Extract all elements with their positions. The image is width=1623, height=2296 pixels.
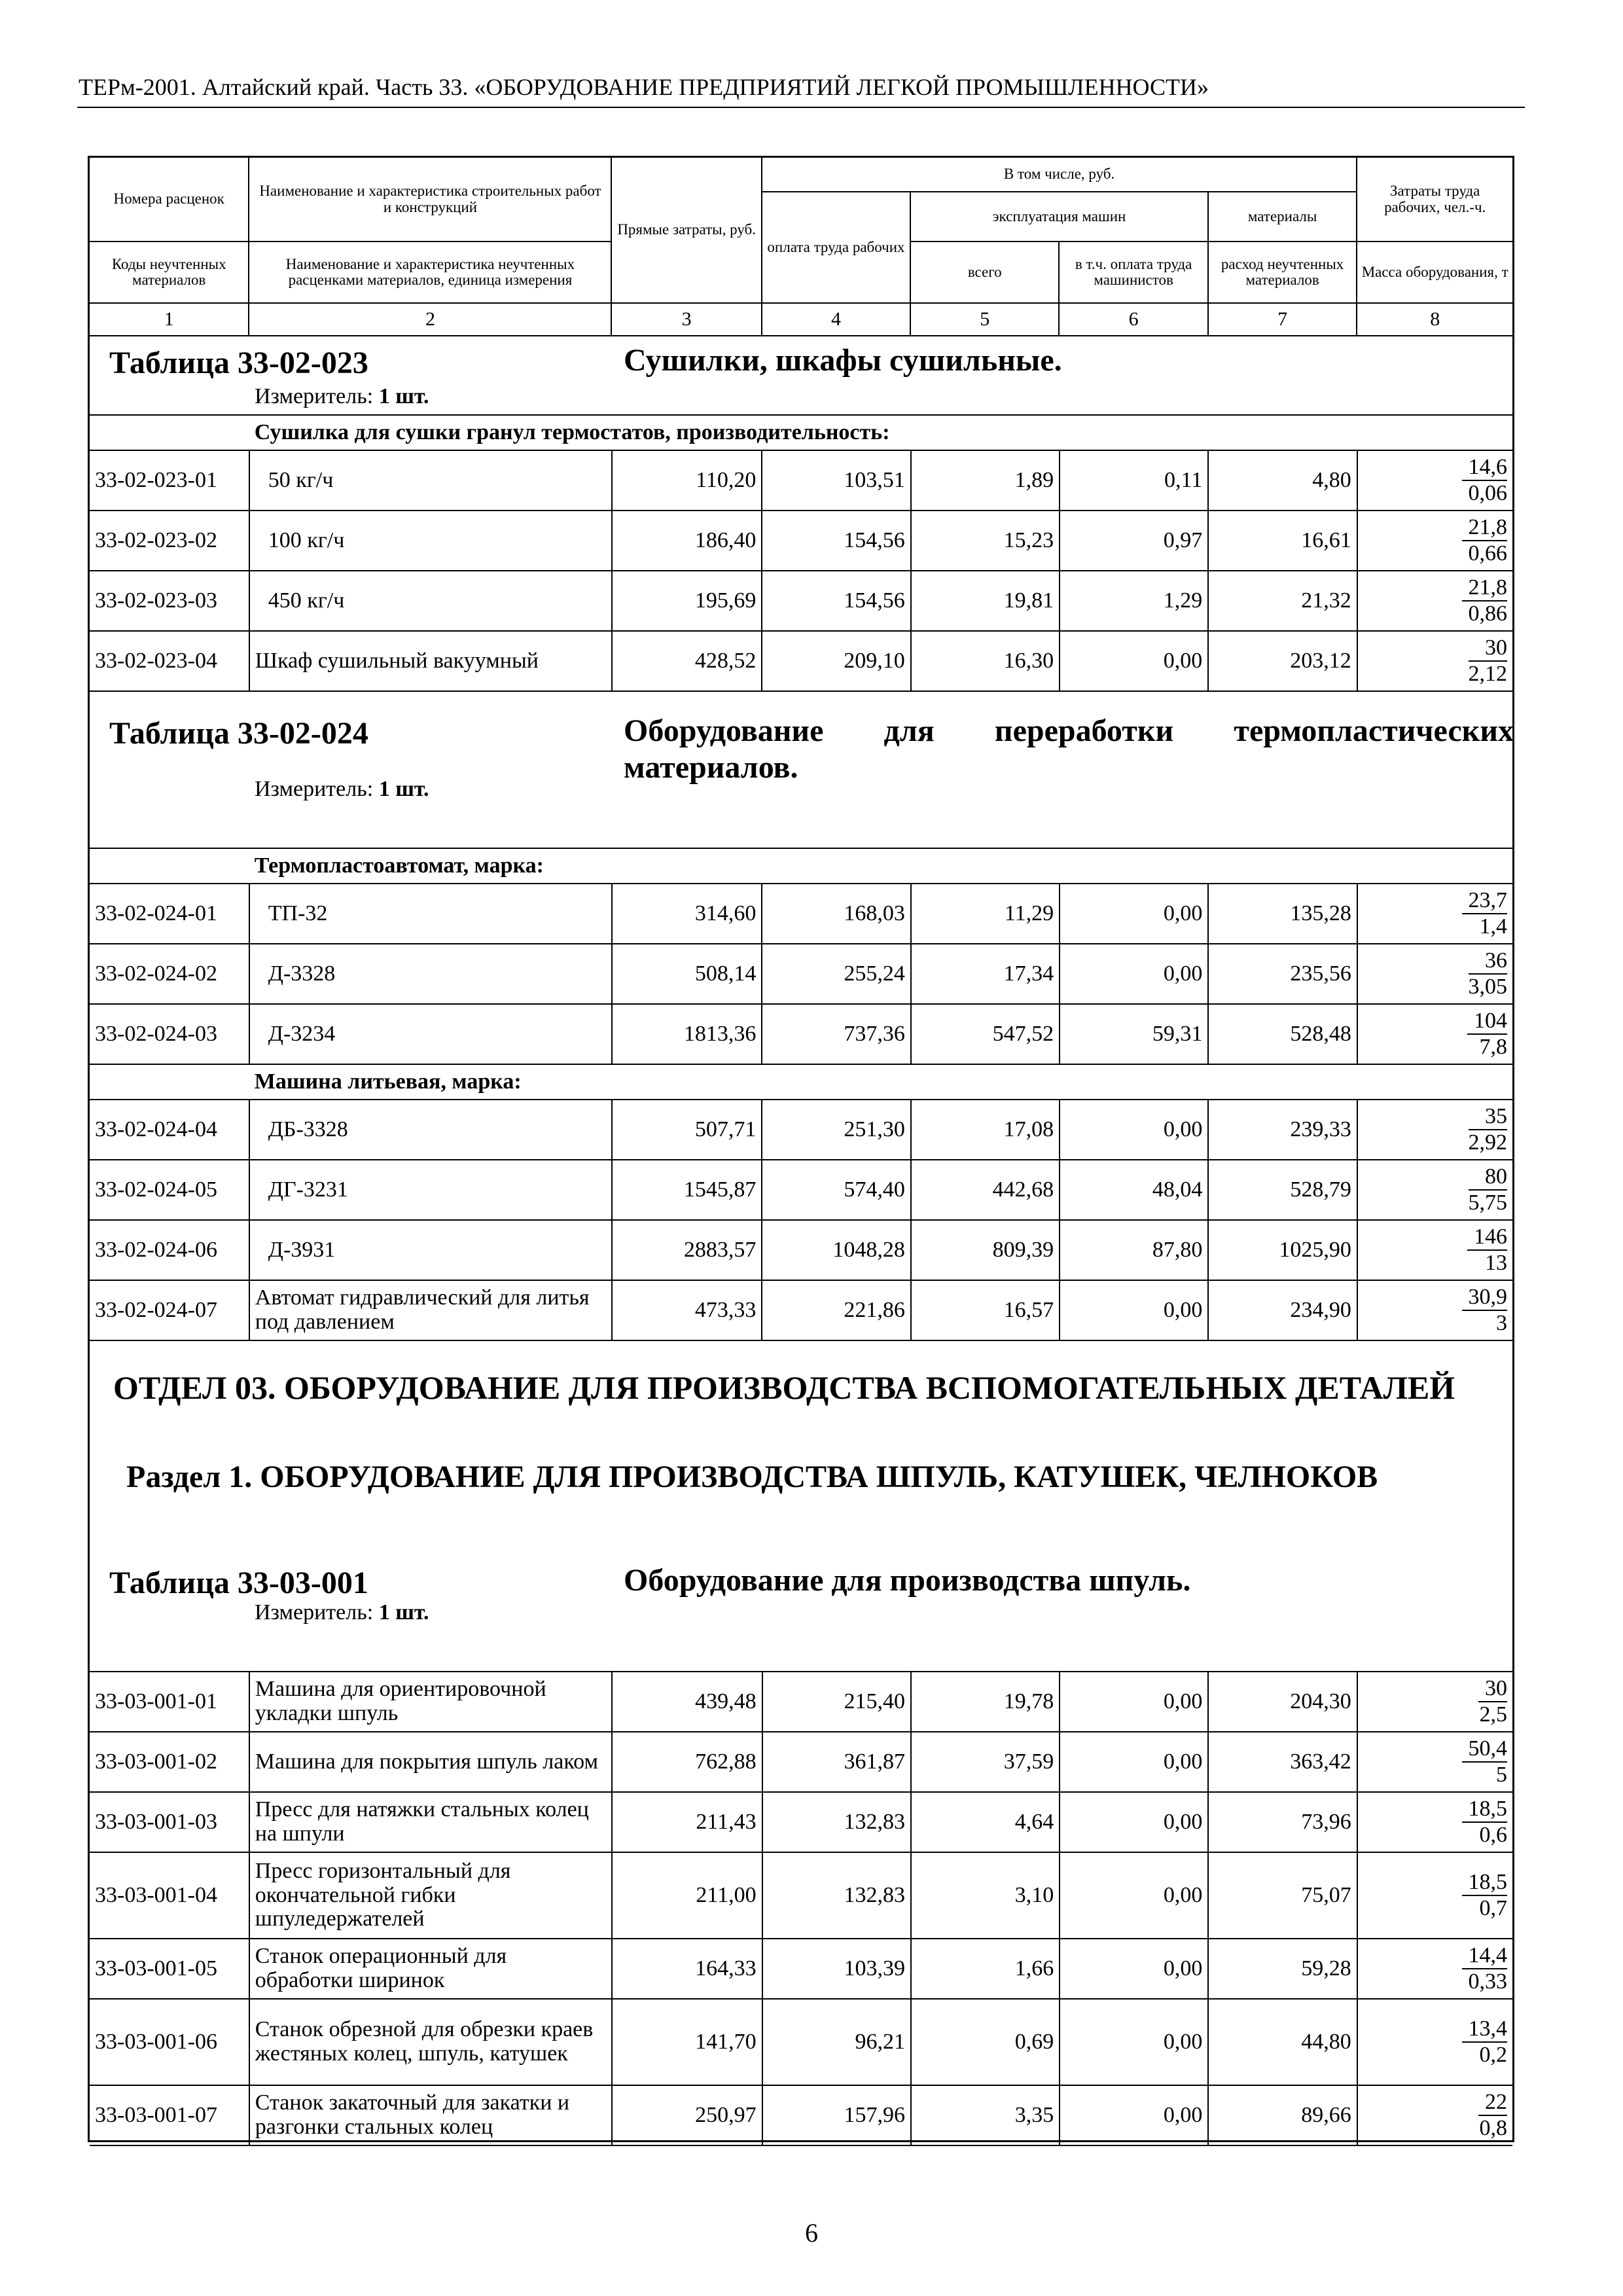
table-row — [90, 1220, 1512, 1280]
table-33-03-001-title — [90, 1563, 1512, 1624]
measure-label: Измеритель: — [255, 777, 374, 801]
equipment-mass: 0,8 — [1479, 2116, 1507, 2140]
running-header: ТЕРм-2001. Алтайский край. Часть 33. «ОБОРУДОВАНИЕ ПРЕДПРИЯТИЙ ЛЕГКОЙ ПРОМЫШЛЕННОСТИ» — [79, 74, 1209, 100]
col-number: 7 — [1208, 303, 1357, 336]
rate-code: 33-02-024-07 — [90, 1280, 249, 1340]
group-heading: Термопластоавтомат, марка: — [249, 848, 1512, 884]
measure-unit — [255, 1600, 429, 1625]
equipment-mass: 0,06 — [1468, 481, 1507, 505]
machines-labor: 0,00 — [1060, 1280, 1208, 1340]
col8-header-bottom: Масса оборудования, т — [1357, 242, 1512, 303]
page-number: 6 — [805, 2218, 818, 2248]
labor-mass-fraction — [1357, 1672, 1512, 1732]
direct-cost: 211,43 — [612, 1792, 762, 1852]
direct-cost: 1545,87 — [612, 1160, 762, 1220]
machines-total-header: всего — [910, 242, 1059, 303]
labor-hours: 22 — [1478, 2090, 1507, 2116]
table-row — [90, 1100, 1512, 1160]
rate-code: 33-02-023-01 — [90, 450, 249, 511]
rate-code: 33-02-024-01 — [90, 884, 249, 944]
rate-code: 33-02-023-02 — [90, 511, 249, 571]
rate-name: Пресс горизонтальный для окончательной гибки шпуледержателей — [249, 1852, 612, 1939]
labor-cost: 132,83 — [762, 1852, 911, 1939]
rate-code: 33-03-001-05 — [90, 1939, 249, 1999]
table-id: Таблица 33-03-001 — [109, 1566, 368, 1600]
rate-name: Станок операционный для обработки ширинок — [249, 1939, 612, 1999]
materials-header-bottom: расход неучтенных материалов — [1208, 242, 1357, 303]
materials-cost: 73,96 — [1208, 1792, 1357, 1852]
rate-code: 33-02-024-02 — [90, 944, 249, 1004]
rate-name: ДГ-3231 — [249, 1160, 612, 1220]
labor-hours: 13,4 — [1462, 2017, 1508, 2043]
labor-hours: 146 — [1467, 1225, 1507, 1251]
col-number: 4 — [762, 303, 910, 336]
machines-total: 3,10 — [911, 1852, 1060, 1939]
rate-code: 33-02-023-03 — [90, 571, 249, 631]
rate-name: Д-3234 — [249, 1004, 612, 1064]
equipment-mass: 5,75 — [1468, 1191, 1507, 1215]
machines-labor: 0,00 — [1060, 631, 1208, 691]
measure-value: 1 шт. — [378, 777, 429, 801]
machines-total: 19,81 — [911, 571, 1060, 631]
measure-unit — [255, 777, 429, 802]
machines-total: 17,34 — [911, 944, 1060, 1004]
machines-total: 547,52 — [911, 1004, 1060, 1064]
rate-name: Шкаф сушильный вакуумный — [249, 631, 612, 691]
machines-labor-header: в т.ч. оплата труда машинистов — [1059, 242, 1208, 303]
machines-labor: 0,97 — [1060, 511, 1208, 571]
machines-labor: 0,00 — [1060, 2085, 1208, 2145]
table-name: Сушилки, шкафы сушильные. — [624, 343, 1062, 378]
materials-cost: 234,90 — [1208, 1280, 1357, 1340]
machines-total: 19,78 — [911, 1672, 1060, 1732]
labor-mass-fraction — [1357, 631, 1512, 691]
rate-code: 33-03-001-01 — [90, 1672, 249, 1732]
labor-cost: 221,86 — [762, 1280, 910, 1340]
equipment-mass: 2,12 — [1468, 662, 1507, 686]
labor-hours: 21,8 — [1462, 515, 1508, 541]
materials-cost: 363,42 — [1208, 1732, 1357, 1792]
materials-cost: 239,33 — [1208, 1100, 1357, 1160]
table-33-02-024-rows — [90, 848, 1512, 1341]
labor-hours: 80 — [1469, 1164, 1508, 1191]
machines-total: 17,08 — [911, 1100, 1060, 1160]
machines-total: 442,68 — [911, 1160, 1060, 1220]
rate-code: 33-02-024-04 — [90, 1100, 249, 1160]
materials-cost: 59,28 — [1208, 1939, 1357, 1999]
labor-cost: 132,83 — [762, 1792, 911, 1852]
col-number: 1 — [90, 303, 249, 336]
col-number: 8 — [1357, 303, 1512, 336]
machines-total: 1,89 — [911, 450, 1060, 511]
rate-name: ДБ-3328 — [249, 1100, 612, 1160]
materials-cost: 16,61 — [1208, 511, 1357, 571]
labor-hours: 14,4 — [1462, 1943, 1508, 1969]
machines-total: 3,35 — [911, 2085, 1060, 2145]
machines-labor: 0,00 — [1060, 1732, 1208, 1792]
table-row — [90, 631, 1512, 691]
equipment-mass: 0,6 — [1479, 1823, 1507, 1847]
labor-mass-fraction — [1357, 884, 1512, 944]
machines-total: 15,23 — [911, 511, 1060, 571]
direct-cost: 186,40 — [612, 511, 762, 571]
labor-mass-fraction — [1357, 1280, 1512, 1340]
rates-sheet — [88, 156, 1514, 2142]
equipment-mass: 3,05 — [1468, 975, 1507, 999]
table-row — [90, 1792, 1512, 1852]
rate-code: 33-03-001-07 — [90, 2085, 249, 2145]
equipment-mass: 7,8 — [1479, 1035, 1507, 1059]
machines-labor: 0,00 — [1060, 1100, 1208, 1160]
machines-total: 11,29 — [911, 884, 1060, 944]
labor-cost: 96,21 — [762, 1999, 911, 2085]
rate-code: 33-02-024-06 — [90, 1220, 249, 1280]
table-row — [90, 450, 1512, 511]
table-row — [90, 1939, 1512, 1999]
direct-cost: 110,20 — [612, 450, 762, 511]
rate-name: 50 кг/ч — [249, 450, 612, 511]
machines-labor: 0,11 — [1060, 450, 1208, 511]
machines-labor: 0,00 — [1060, 884, 1208, 944]
materials-cost: 1025,90 — [1208, 1220, 1357, 1280]
table-row — [90, 1280, 1512, 1340]
measure-value: 1 шт. — [378, 1600, 429, 1624]
direct-cost: 507,71 — [612, 1100, 762, 1160]
labor-hours: 104 — [1467, 1009, 1507, 1035]
labor-cost: 215,40 — [762, 1672, 911, 1732]
direct-cost: 141,70 — [612, 1999, 762, 2085]
direct-cost: 508,14 — [612, 944, 762, 1004]
group-heading: Машина литьевая, марка: — [249, 1064, 1512, 1100]
labor-hours: 18,5 — [1462, 1870, 1508, 1896]
table-name: Оборудование для переработки термопластических материалов. — [624, 713, 1514, 785]
rate-name: Станок закаточный для закатки и разгонки стальных колец — [249, 2085, 612, 2145]
labor-cost: 361,87 — [762, 1732, 911, 1792]
group-heading: Сушилка для сушки гранул термостатов, производительность: — [249, 415, 1512, 450]
labor-cost: 1048,28 — [762, 1220, 910, 1280]
labor-mass-fraction — [1357, 571, 1512, 631]
machines-labor: 87,80 — [1060, 1220, 1208, 1280]
machines-labor: 0,00 — [1060, 1792, 1208, 1852]
labor-cost: 251,30 — [762, 1100, 910, 1160]
incl-header: В том числе, руб. — [762, 158, 1357, 192]
rate-name: ТП-32 — [249, 884, 612, 944]
rate-name: Станок обрезной для обрезки краев жестяных колец, шпуль, катушек — [249, 1999, 612, 2085]
col1-header-top: Номера расценок — [90, 158, 249, 242]
table-row — [90, 1852, 1512, 1939]
equipment-mass: 0,86 — [1468, 601, 1507, 626]
subsection-heading: Раздел 1. ОБОРУДОВАНИЕ ДЛЯ ПРОИЗВОДСТВА ШПУЛЬ, КАТУШЕК, ЧЕЛНОКОВ — [126, 1460, 1378, 1494]
machines-total: 16,30 — [911, 631, 1060, 691]
rate-code: 33-03-001-02 — [90, 1732, 249, 1792]
labor-cost: 154,56 — [762, 511, 910, 571]
equipment-mass: 0,33 — [1468, 1969, 1507, 1994]
materials-cost: 89,66 — [1208, 2085, 1357, 2145]
materials-cost: 235,56 — [1208, 944, 1357, 1004]
rate-name: Д-3328 — [249, 944, 612, 1004]
machines-total: 16,57 — [911, 1280, 1060, 1340]
labor-mass-fraction — [1357, 1939, 1512, 1999]
labor-hours: 30 — [1469, 636, 1508, 662]
equipment-mass: 5 — [1496, 1763, 1507, 1787]
materials-cost: 4,80 — [1208, 450, 1357, 511]
table-33-03-001-rows — [90, 1671, 1512, 2146]
labor-cost: 154,56 — [762, 571, 910, 631]
col-number: 5 — [910, 303, 1059, 336]
labor-mass-fraction — [1357, 1792, 1512, 1852]
labor-cost: 574,40 — [762, 1160, 910, 1220]
measure-value: 1 шт. — [378, 384, 429, 408]
direct-cost: 314,60 — [612, 884, 762, 944]
machines-labor: 1,29 — [1060, 571, 1208, 631]
equipment-mass: 0,66 — [1468, 541, 1507, 565]
rate-name: Автомат гидравлический для литья под давлением — [249, 1280, 612, 1340]
table-row — [90, 884, 1512, 944]
table-row — [90, 1732, 1512, 1792]
labor-hours: 21,8 — [1462, 575, 1508, 601]
rate-name: 450 кг/ч — [249, 571, 612, 631]
labor-mass-fraction — [1357, 1732, 1512, 1792]
machines-total: 809,39 — [911, 1220, 1060, 1280]
labor-hours: 14,6 — [1462, 455, 1508, 481]
labor-hours: 18,5 — [1462, 1797, 1508, 1823]
machines-labor: 59,31 — [1060, 1004, 1208, 1064]
machines-labor: 0,00 — [1060, 1939, 1208, 1999]
table-row — [90, 571, 1512, 631]
labor-mass-fraction — [1357, 1100, 1512, 1160]
rate-code: 33-02-024-05 — [90, 1160, 249, 1220]
rate-name: 100 кг/ч — [249, 511, 612, 571]
direct-cost: 164,33 — [612, 1939, 762, 1999]
rate-name: Машина для покрытия шпуль лаком — [249, 1732, 612, 1792]
table-row — [90, 511, 1512, 571]
rate-code: 33-03-001-03 — [90, 1792, 249, 1852]
labor-hours: 30 — [1478, 1676, 1507, 1702]
rate-name: Д-3931 — [249, 1220, 612, 1280]
labor-hours: 50,4 — [1462, 1736, 1508, 1763]
table-row — [90, 2085, 1512, 2145]
direct-cost: 1813,36 — [612, 1004, 762, 1064]
labor-mass-fraction — [1357, 2085, 1512, 2145]
measure-label: Измеритель: — [255, 1600, 374, 1624]
labor-mass-fraction — [1357, 1220, 1512, 1280]
header-rule — [77, 107, 1525, 108]
machines-total: 4,64 — [911, 1792, 1060, 1852]
materials-cost: 204,30 — [1208, 1672, 1357, 1732]
materials-cost: 21,32 — [1208, 571, 1357, 631]
labor-mass-fraction — [1357, 1004, 1512, 1064]
col2-header-bottom: Наименование и характеристика неучтенных расценками материалов, единица измерения — [249, 242, 611, 303]
machines-labor: 0,00 — [1060, 1999, 1208, 2085]
rate-name: Машина для ориентировочной укладки шпуль — [249, 1672, 612, 1732]
table-row — [90, 1004, 1512, 1064]
labor-cost: 168,03 — [762, 884, 910, 944]
table-row — [90, 1672, 1512, 1732]
materials-cost: 528,79 — [1208, 1160, 1357, 1220]
table-id: Таблица 33-02-023 — [109, 346, 368, 380]
col-number: 3 — [611, 303, 761, 336]
direct-cost: 250,97 — [612, 2085, 762, 2145]
table-row — [90, 1160, 1512, 1220]
measure-unit — [255, 384, 429, 409]
labor-cost: 157,96 — [762, 2085, 911, 2145]
labor-cost: 209,10 — [762, 631, 910, 691]
rate-code: 33-02-024-03 — [90, 1004, 249, 1064]
direct-cost: 439,48 — [612, 1672, 762, 1732]
labor-mass-fraction — [1357, 511, 1512, 571]
section-heading: ОТДЕЛ 03. ОБОРУДОВАНИЕ ДЛЯ ПРОИЗВОДСТВА ВСПОМОГАТЕЛЬНЫХ ДЕТАЛЕЙ — [113, 1369, 1455, 1406]
labor-cost: 255,24 — [762, 944, 910, 1004]
materials-cost: 44,80 — [1208, 1999, 1357, 2085]
labor-cost: 103,39 — [762, 1939, 911, 1999]
col1-header-bottom: Коды неучтенных материалов — [90, 242, 249, 303]
labor-hours: 30,9 — [1462, 1285, 1508, 1311]
equipment-mass: 0,2 — [1479, 2043, 1507, 2067]
equipment-mass: 0,7 — [1479, 1896, 1507, 1920]
rate-code: 33-03-001-04 — [90, 1852, 249, 1939]
materials-cost: 203,12 — [1208, 631, 1357, 691]
machines-labor: 0,00 — [1060, 944, 1208, 1004]
equipment-mass: 2,92 — [1468, 1130, 1507, 1155]
direct-cost: 2883,57 — [612, 1220, 762, 1280]
labor-mass-fraction — [1357, 1999, 1512, 2085]
table-33-02-023-rows — [90, 414, 1512, 692]
labor-cost: 737,36 — [762, 1004, 910, 1064]
measure-label: Измеритель: — [255, 384, 374, 408]
labor-hours: 36 — [1469, 948, 1508, 975]
col-number: 2 — [249, 303, 611, 336]
direct-cost: 211,00 — [612, 1852, 762, 1939]
col2-header-top: Наименование и характеристика строительных работ и конструкций — [249, 158, 611, 242]
column-header-table — [90, 158, 1512, 336]
equipment-mass: 1,4 — [1479, 914, 1507, 939]
equipment-mass: 13 — [1485, 1251, 1507, 1275]
table-33-02-024-title — [90, 691, 1512, 807]
machines-labor: 0,00 — [1060, 1672, 1208, 1732]
table-33-02-023-title — [90, 338, 1512, 414]
machines-total: 1,66 — [911, 1939, 1060, 1999]
materials-cost: 135,28 — [1208, 884, 1357, 944]
materials-cost: 75,07 — [1208, 1852, 1357, 1939]
direct-cost: 762,88 — [612, 1732, 762, 1792]
direct-cost: 473,33 — [612, 1280, 762, 1340]
labor-header: оплата труда рабочих — [762, 192, 910, 303]
col3-header: Прямые затраты, руб. — [611, 158, 761, 303]
rate-code: 33-02-023-04 — [90, 631, 249, 691]
materials-header-top: материалы — [1208, 192, 1357, 242]
col-number: 6 — [1059, 303, 1208, 336]
materials-cost: 528,48 — [1208, 1004, 1357, 1064]
machines-total: 0,69 — [911, 1999, 1060, 2085]
table-id: Таблица 33-02-024 — [109, 716, 368, 751]
machines-header: эксплуатация машин — [910, 192, 1208, 242]
equipment-mass: 3 — [1496, 1311, 1507, 1335]
labor-cost: 103,51 — [762, 450, 910, 511]
labor-hours: 23,7 — [1462, 888, 1508, 914]
labor-mass-fraction — [1357, 450, 1512, 511]
labor-mass-fraction — [1357, 1160, 1512, 1220]
rate-code: 33-03-001-06 — [90, 1999, 249, 2085]
col8-header-top: Затраты труда рабочих, чел.-ч. — [1357, 158, 1512, 242]
direct-cost: 195,69 — [612, 571, 762, 631]
table-row — [90, 944, 1512, 1004]
labor-hours: 35 — [1469, 1104, 1508, 1130]
machines-total: 37,59 — [911, 1732, 1060, 1792]
table-row — [90, 1999, 1512, 2085]
labor-mass-fraction — [1357, 944, 1512, 1004]
machines-labor: 0,00 — [1060, 1852, 1208, 1939]
equipment-mass: 2,5 — [1479, 1702, 1507, 1727]
table-name: Оборудование для производства шпуль. — [624, 1563, 1191, 1598]
direct-cost: 428,52 — [612, 631, 762, 691]
rate-name: Пресс для натяжки стальных колец на шпули — [249, 1792, 612, 1852]
machines-labor: 48,04 — [1060, 1160, 1208, 1220]
labor-mass-fraction — [1357, 1852, 1512, 1939]
